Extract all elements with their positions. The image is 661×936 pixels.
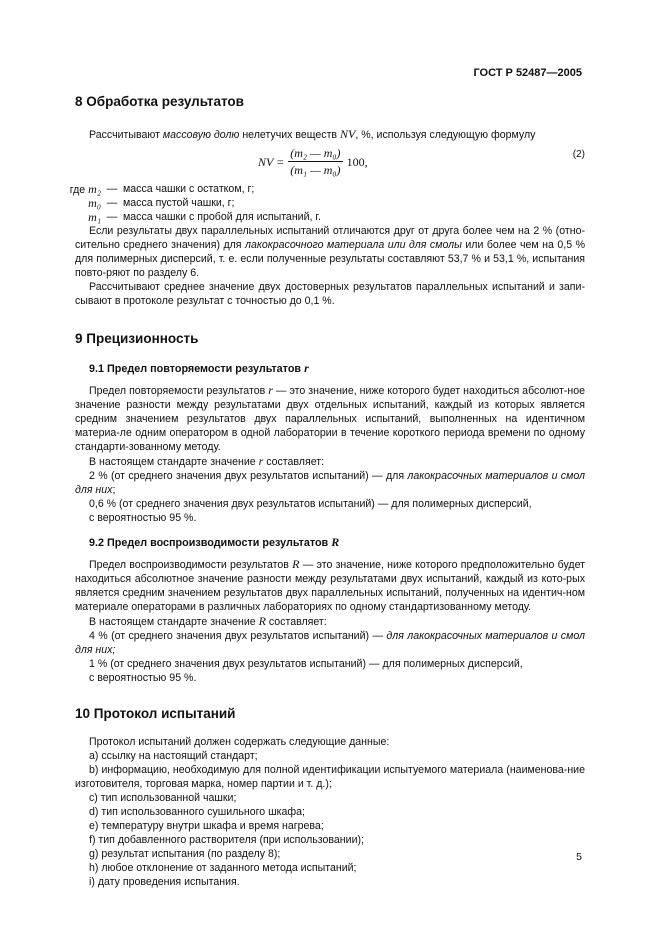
section-8-title: 8 Обработка результатов — [75, 94, 244, 109]
list-item: c) тип использованной чашки; — [89, 792, 237, 804]
section-9-1-paragraph-1: Предел повторяемости результатов r — это значение, ниже которого будет находиться абсолют-ное значение разности между результатами двух отдельных испытаний, каждый из которых является средним значением результатов двух параллельных испытаний, выполненных на идентичном материа-ле одним оператором в одной лаборатории в течение короткого периода времени по одному стандарти-зованному методу. — [75, 383, 586, 453]
formula-fraction — [288, 146, 342, 177]
section-8-intro: Рассчитывают массовую долю нелетучих веществ NV, %, используя следующую формулу — [89, 127, 536, 141]
list-item: i) дату проведения испытания. — [89, 876, 240, 888]
section-9-1-paragraph-3: 2 % (от среднего значения двух результатов испытаний) — для лакокрасочных материалов и смол для них; — [75, 470, 585, 496]
section-9-title: 9 Прецизионность — [75, 331, 199, 346]
list-item: a) ссылку на настоящий стандарт; — [89, 750, 258, 762]
section-9-1-title: 9.1 Предел повторяемости результатов r — [89, 361, 309, 375]
document-id: ГОСТ Р 52487—2005 — [473, 67, 582, 79]
section-9-1-paragraph-2: В настоящем стандарте значение r составляет: — [89, 454, 325, 468]
formula-number: (2) — [572, 149, 585, 160]
section-9-2-paragraph-5: с вероятностью 95 %. — [89, 672, 197, 684]
formula-denominator: (m₁ — m₀) — [290, 163, 341, 177]
section-9-1-paragraph-5: с вероятностью 95 %. — [89, 512, 197, 524]
section-8-paragraph-3: Рассчитывают среднее значение двух достоверных результатов параллельных испытаний и запи-сывают в протоколе результат с точностью до 0,1 %. — [75, 281, 585, 307]
section-9-2-paragraph-2: В настоящем стандарте значение R составляет: — [89, 614, 327, 628]
list-item: e) температуру внутри шкафа и время нагрева; — [89, 820, 324, 832]
section-9-2-paragraph-3: 4 % (от среднего значения двух результатов испытаний) — для лакокрасочных материалов и смол для них; — [75, 630, 585, 656]
legend-row: где m₂ — масса чашки с остатком, г; — [69, 182, 255, 196]
formula-2 — [75, 142, 585, 182]
section-9-2-paragraph-1: Предел воспроизводимости результатов R — это значение, ниже которого предположительно будет находиться абсолютное значение разности между результатами двух испытаний, каждый из кото-рых является средним значением результатов двух параллельных испытаний, полученных на идентич-ном материале операторами в различных лабораториях по одному стандартизованному методу. — [75, 557, 585, 613]
section-9-2-title: 9.2 Предел воспроизводимости результатов R — [89, 535, 340, 549]
list-item: f) тип добавленного растворителя (при использовании); — [89, 834, 364, 846]
legend-row: m₀ — масса пустой чашки, г; — [88, 196, 235, 210]
section-9-2-paragraph-4: 1 % (от среднего значения двух результатов испытаний) — для полимерных дисперсий, — [89, 658, 523, 670]
formula-rhs: 100, — [346, 154, 368, 169]
formula-numerator: (m₂ — m₀) — [290, 146, 341, 160]
list-item: d) тип использованного сушильного шкафа; — [89, 806, 305, 818]
page-number: 5 — [576, 851, 582, 863]
section-10-title: 10 Протокол испытаний — [75, 706, 236, 721]
formula-legend — [51, 182, 585, 224]
list-item: g) результат испытания (по разделу 8); — [89, 848, 281, 860]
section-9-1-paragraph-4: 0,6 % (от среднего значения двух результатов испытаний) — для полимерных дисперсий, — [89, 498, 532, 510]
legend-row: m₁ — масса чашки с пробой для испытаний, г. — [88, 210, 321, 224]
page-content — [69, 93, 586, 889]
section-8-paragraph-2: Если результаты двух параллельных испытаний отличаются друг от друга более чем на 2 % (отно-сительно среднего значения) для лакокрасочного материала или для смолы или более чем на 0,5 % для полимерных дисперсий, т. е. если полученные результаты составляют 53,7 % и 53,1 %, испытания повто-ряют по разделу 6. — [75, 225, 586, 279]
section-10-intro: Протокол испытаний должен содержать следующие данные: — [89, 736, 390, 748]
formula-lhs: NV = — [258, 154, 285, 169]
list-item: h) любое отклонение от заданного метода испытаний; — [89, 862, 357, 874]
list-item: b) информацию, необходимую для полной идентификации испытуемого материала (наименова-ние изготовителя, торговая марка, номер партии и т. д.); — [75, 764, 585, 790]
